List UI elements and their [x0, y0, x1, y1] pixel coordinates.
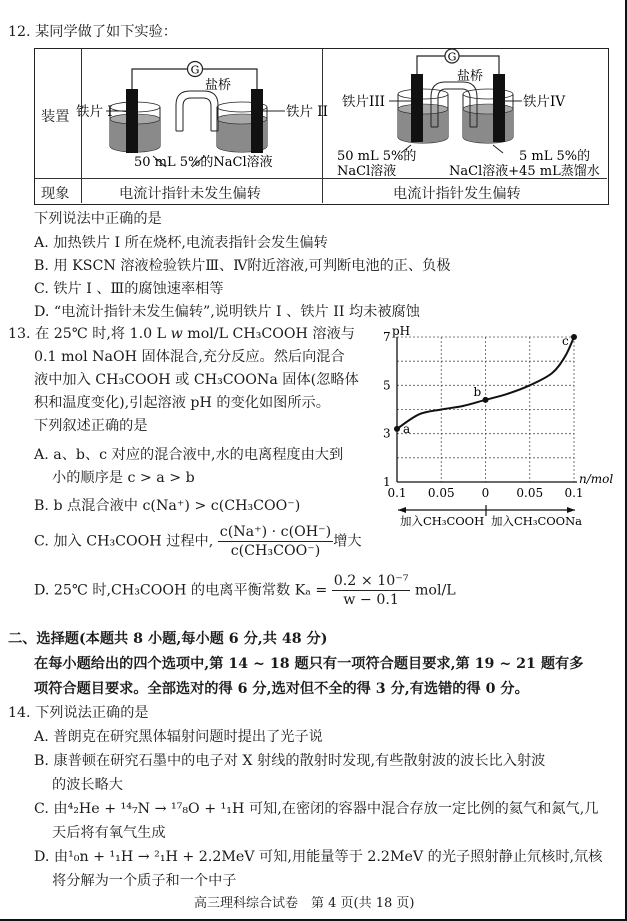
- x-tick-label: 0.05: [427, 486, 455, 500]
- galvanometer-icon: [445, 49, 459, 64]
- q14-option-d-prefix: D. 由: [34, 849, 69, 865]
- x-tick-label: 0: [481, 486, 490, 500]
- fraction: [332, 572, 411, 609]
- apparatus-right-diagram: [323, 49, 608, 177]
- q14-option-a: A. 普朗克在研究黑体辐射问题时提出了光子说: [34, 729, 323, 745]
- galvanometer-label: G: [190, 63, 200, 77]
- q14-option-c-prefix: C. 由: [34, 801, 68, 817]
- salt-bridge-icon: [176, 91, 218, 131]
- data-point-b: [483, 397, 489, 403]
- fraction-numerator: 0.2 × 10⁻⁷: [333, 573, 409, 589]
- q13-option-d-suffix: mol/L: [414, 582, 456, 599]
- y-tick-label: 1: [383, 475, 391, 489]
- arrow-right-label: 加入CH₃COONa: [491, 514, 583, 528]
- x-tick-label: 0.1: [564, 486, 584, 500]
- q14-option-c-1: [34, 799, 598, 819]
- salt-bridge-label: 盐桥: [205, 78, 232, 93]
- q13-stem-line-3: 液中加入 CH₃COOH 或 CH₃COONa 固体(忽略体: [34, 372, 359, 388]
- chart-grid: [397, 337, 574, 482]
- q14-option-d-1: [34, 847, 602, 867]
- ph-chart: [370, 322, 625, 527]
- data-point-a: [394, 426, 400, 432]
- point-label-c: c: [562, 334, 569, 348]
- solution-label: 50 mL 5%的: [337, 149, 417, 164]
- x-tick-label: 0.1: [387, 486, 407, 500]
- solution-label: NaCl溶液+45 mL蒸馏水: [449, 164, 600, 179]
- q13-option-c-suffix: 增大: [333, 533, 362, 550]
- section2-instructions-1: 在每小题给出的四个选项中,第 14 ~ 18 题只有一项符合题目要求,第 19 ~ 21 题有多: [34, 656, 584, 672]
- q13-option-c: [34, 523, 362, 560]
- salt-bridge-icon: [431, 82, 477, 127]
- q13-option-b: B. b 点混合液中 c(Na⁺) > c(CH₃COO⁻): [34, 498, 301, 514]
- salt-bridge-label: 盐桥: [457, 69, 484, 84]
- fraction-denominator: w − 0.1: [343, 592, 399, 608]
- nuclear-equation: ¹₀n + ¹₁H → ²₁H + 2.2MeV: [68, 849, 255, 865]
- electrode-label-1: 铁片 I: [76, 104, 113, 120]
- galvanometer-label: G: [447, 50, 457, 64]
- fraction-numerator: c(Na⁺) · c(OH⁻): [219, 524, 332, 540]
- q13-option-c-prefix: C. 加入 CH₃COOH 过程中,: [34, 533, 214, 550]
- y-tick-label: 3: [383, 426, 391, 441]
- electrode-label-4: 铁片IV: [523, 94, 566, 110]
- point-label-b: b: [473, 384, 482, 399]
- iron-plate-2-icon: [251, 89, 263, 153]
- phenomenon-right: 电流计指针发生偏转: [393, 186, 521, 202]
- q13-stem-line-2: 0.1 mol NaOH 固体混合,充分反应。然后向混合: [34, 349, 345, 365]
- q14-option-d-text: 可知,用能量等于 2.2MeV 的光子照射静止氘核时,氘核: [254, 849, 603, 865]
- q12-option-d: D. “电流计指针未发生偏转”,说明铁片 I 、铁片 II 均未被腐蚀: [34, 304, 420, 320]
- row-header-apparatus: 装置: [41, 109, 70, 125]
- q13-option-a-2: 小的顺序是 c > a > b: [52, 470, 195, 486]
- q13-option-a-1: A. a、b、c 对应的混合液中,水的电离程度由大到: [34, 447, 344, 463]
- iron-plate-3-icon: [411, 74, 423, 142]
- q14-option-b-1: B. 康普顿在研究石墨中的电子对 X 射线的散射时发现,有些散射波的波长比入射波: [34, 753, 546, 769]
- fraction-denominator: c(CH₃COO⁻): [230, 543, 321, 559]
- iron-plate-1-icon: [126, 89, 138, 153]
- solution-label: 5 mL 5%的: [519, 149, 591, 164]
- nuclear-equation: ⁴₂He + ¹⁴₇N → ¹⁷₈O + ¹₁H: [67, 801, 245, 817]
- q14-option-c-2: 天后将有氧气生成: [52, 825, 166, 841]
- data-point-c: [571, 334, 577, 340]
- q13-stem-text: mol/L CH₃COOH 溶液与: [182, 326, 355, 342]
- section2-heading: 二、选择题(本题共 8 小题,每小题 6 分,共 48 分): [8, 631, 328, 647]
- arrow-right-icon: [567, 507, 575, 513]
- q13-stem-line-1: [8, 324, 355, 344]
- q13-option-d: [34, 572, 456, 609]
- q14-option-b-2: 的波长略大: [52, 777, 123, 793]
- solution-label: NaCl溶液: [337, 164, 397, 179]
- q13-variable-w: w: [170, 326, 183, 342]
- y-tick-label: 5: [383, 378, 391, 393]
- section2-instructions-2: 项符合题目要求。全部选对的得 6 分,选对但不全的得 3 分,有选错的得 0 分。: [34, 681, 529, 697]
- galvanometer-icon: [188, 62, 203, 77]
- q14-option-c-text: 可知,在密闭的容器中混合存放一定比例的氦气和氮气,几: [244, 801, 599, 817]
- q13-stem-line-5: 下列叙述正确的是: [34, 418, 148, 434]
- iron-plate-4-icon: [493, 74, 505, 142]
- x-axis-label: n/mol: [579, 472, 614, 486]
- q12-option-c: C. 铁片 I 、Ⅲ的腐蚀速率相等: [34, 281, 224, 297]
- y-tick-label: 7: [383, 330, 391, 344]
- page-footer: 高三理科综合试卷 第 4 页(共 18 页): [194, 896, 415, 911]
- q14-option-d-2: 将分解为一个质子和一个中子: [52, 873, 237, 889]
- arrow-left-icon: [398, 507, 406, 513]
- phenomenon-left: 电流计指针未发生偏转: [119, 186, 261, 202]
- q12-stem: 12. 某同学做了如下实验：: [8, 24, 177, 40]
- q13-stem-text: 13. 在 25℃ 时,将 1.0 L: [8, 326, 167, 342]
- y-axis-label: pH: [392, 324, 411, 338]
- q12-option-b: B. 用 KSCN 溶液检验铁片Ⅲ、Ⅳ附近溶液,可判断电池的正、负极: [34, 258, 451, 274]
- direction-arrows: [398, 505, 582, 528]
- solution-label: 50 mL 5%的NaCl溶液: [134, 155, 273, 170]
- q14-stem: 14. 下列说法正确的是: [8, 705, 149, 721]
- electrode-label-2: 铁片 II: [286, 104, 328, 120]
- point-label-a: a: [403, 421, 411, 436]
- q12-option-a: A. 加热铁片 I 所在烧杯,电流表指针会发生偏转: [34, 235, 328, 251]
- electrode-label-3: 铁片III: [342, 94, 385, 110]
- q12-prompt: 下列说法中正确的是: [34, 211, 162, 227]
- row-header-phenomenon: 现象: [41, 186, 70, 202]
- x-tick-label: 0.05: [516, 486, 544, 500]
- q13-stem-line-4: 积和温度变化),引起溶液 pH 的变化如图所示。: [34, 395, 330, 411]
- fraction: [218, 523, 333, 560]
- q13-option-d-prefix: D. 25℃ 时,CH₃COOH 的电离平衡常数 Kₐ =: [34, 582, 328, 599]
- apparatus-left-diagram: [76, 49, 328, 177]
- arrow-left-label: 加入CH₃COOH: [400, 514, 485, 528]
